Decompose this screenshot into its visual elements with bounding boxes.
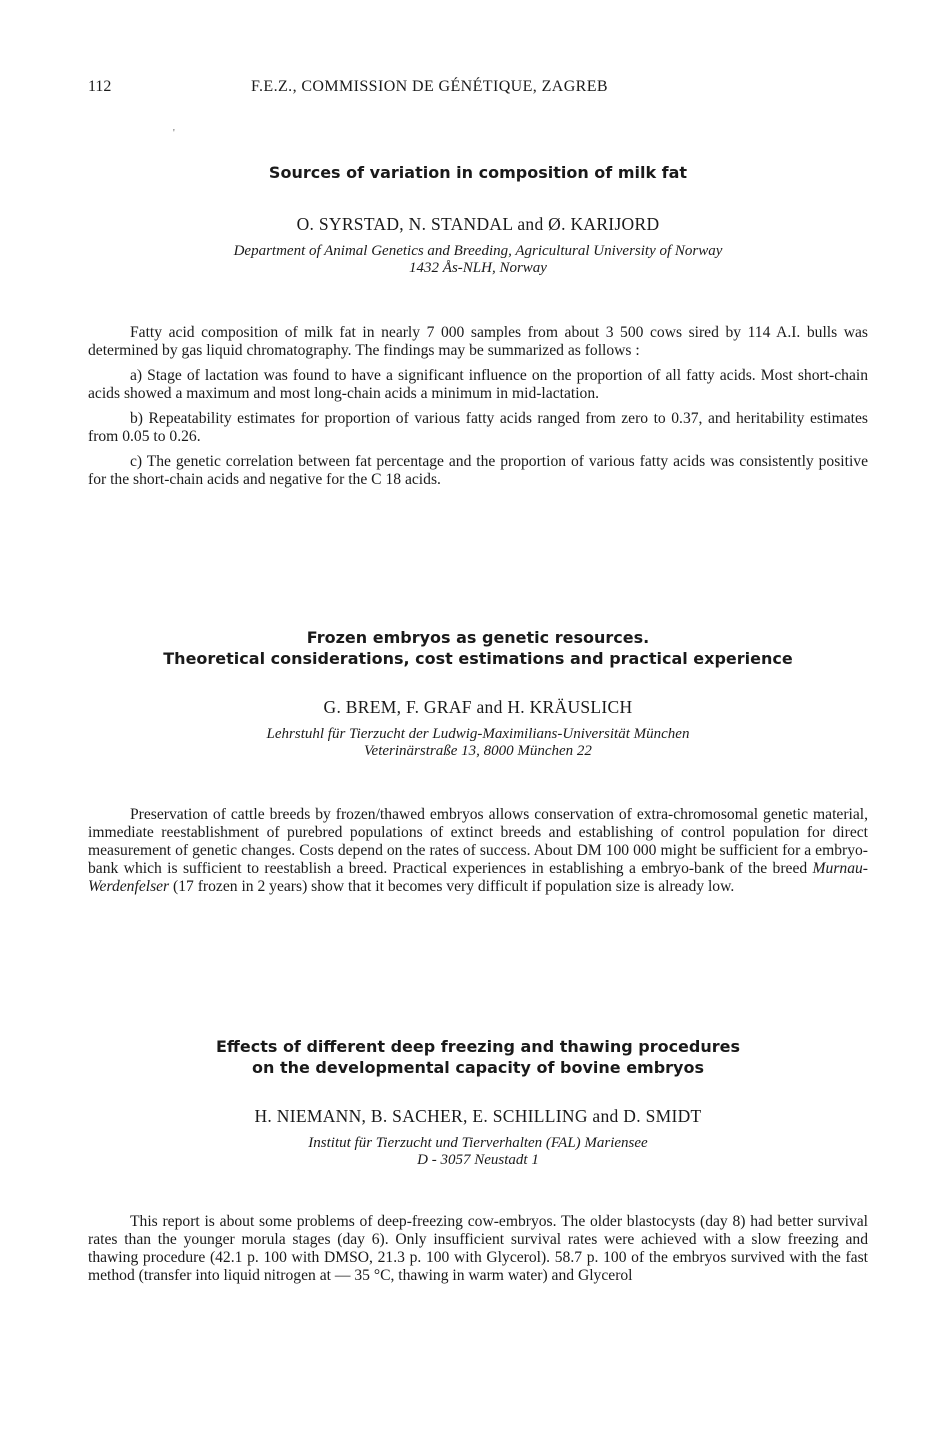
affiliation-line: Department of Animal Genetics and Breeding, Agricultural University of Norway xyxy=(233,243,723,259)
abstract-authors: G. BREM, F. GRAF and H. KRÄUSLICH xyxy=(323,697,633,717)
abstract-title: on the developmental capacity of bovine embryos xyxy=(252,1058,704,1077)
abstract-paragraph xyxy=(88,806,868,896)
affiliation-line: 1432 Ås-NLH, Norway xyxy=(409,260,547,276)
affiliation-line: D - 3057 Neustadt 1 xyxy=(417,1152,539,1168)
abstract-title: Sources of variation in composition of milk fat xyxy=(268,163,688,182)
journal-header: F.E.Z., COMMISSION DE GÉNÉTIQUE, ZAGREB xyxy=(251,78,608,95)
page-number: 112 xyxy=(88,78,112,95)
breed-name: Murnau-Werdenfelser xyxy=(88,860,868,895)
abstract-deep-freezing xyxy=(88,1036,868,1285)
abstract-title: Frozen embryos as genetic resources. xyxy=(306,628,650,647)
finding-c: c) The genetic correlation between fat percentage and the proportion of various fatty acids was consistently positive for the short-chain acids and negative for the C 18 acids. xyxy=(88,453,868,488)
abstract-title: Effects of different deep freezing and thawing procedures xyxy=(215,1037,741,1056)
abstract-milk-fat xyxy=(88,162,868,489)
stray-mark: ' xyxy=(173,128,175,139)
running-header xyxy=(88,78,868,100)
finding-b: b) Repeatability estimates for proportion of various fatty acids ranged from zero to 0.37, and heritability estimates from 0.05 to 0.26. xyxy=(88,410,868,445)
paragraph-text: Preservation of cattle breeds by frozen/thawed embryos allows conservation of extra-chromosomal genetic material, immediate reestablishment of purebred populations of extinct breeds and establishing of control population for direct measurement of genetic changes. Costs depend on the rates of success. About DM 100 000 might be sufficient for a embryo-bank which is sufficient to reestablish a breed. Practical experiences in establishing a embryo-bank of the breed xyxy=(88,806,868,877)
affiliation-line: Lehrstuhl für Tierzucht der Ludwig-Maximilians-Universität München xyxy=(266,726,690,742)
affiliation-line: Institut für Tierzucht und Tierverhalten (FAL) Mariensee xyxy=(308,1135,648,1151)
abstract-authors: H. NIEMANN, B. SACHER, E. SCHILLING and D. SMIDT xyxy=(254,1106,702,1126)
abstract-paragraph: Fatty acid composition of milk fat in nearly 7 000 samples from about 3 500 cows sired by 114 A.I. bulls was determined by gas liquid chromatography. The findings may be summarized as follows : xyxy=(88,324,868,359)
abstract-title: Theoretical considerations, cost estimations and practical experience xyxy=(163,649,793,668)
finding-a: a) Stage of lactation was found to have a significant influence on the proportion of all fatty acids. Most short-chain acids showed a maximum and most long-chain acids a minimum in mid-lactation. xyxy=(88,367,868,402)
abstract-paragraph: This report is about some problems of deep-freezing cow-embryos. The older blastocysts (day 8) had better survival rates than the younger morula stages (day 6). Only insufficient survival rates were achieved with a slow freezing and thawing procedure (42.1 p. 100 with DMSO, 21.3 p. 100 with Glycerol). 58.7 p. 100 of the embryos survived with the fast method (transfer into liquid nitrogen at — 35 °C, thawing in warm water) and Glycerol xyxy=(88,1213,868,1284)
abstract-authors: O. SYRSTAD, N. STANDAL and Ø. KARIJORD xyxy=(296,214,660,234)
paragraph-text: (17 frozen in 2 years) show that it becomes very difficult if population size is already low. xyxy=(169,878,735,895)
affiliation-line: Veterinärstraße 13, 8000 München 22 xyxy=(364,743,592,759)
abstract-frozen-embryos xyxy=(88,627,868,896)
